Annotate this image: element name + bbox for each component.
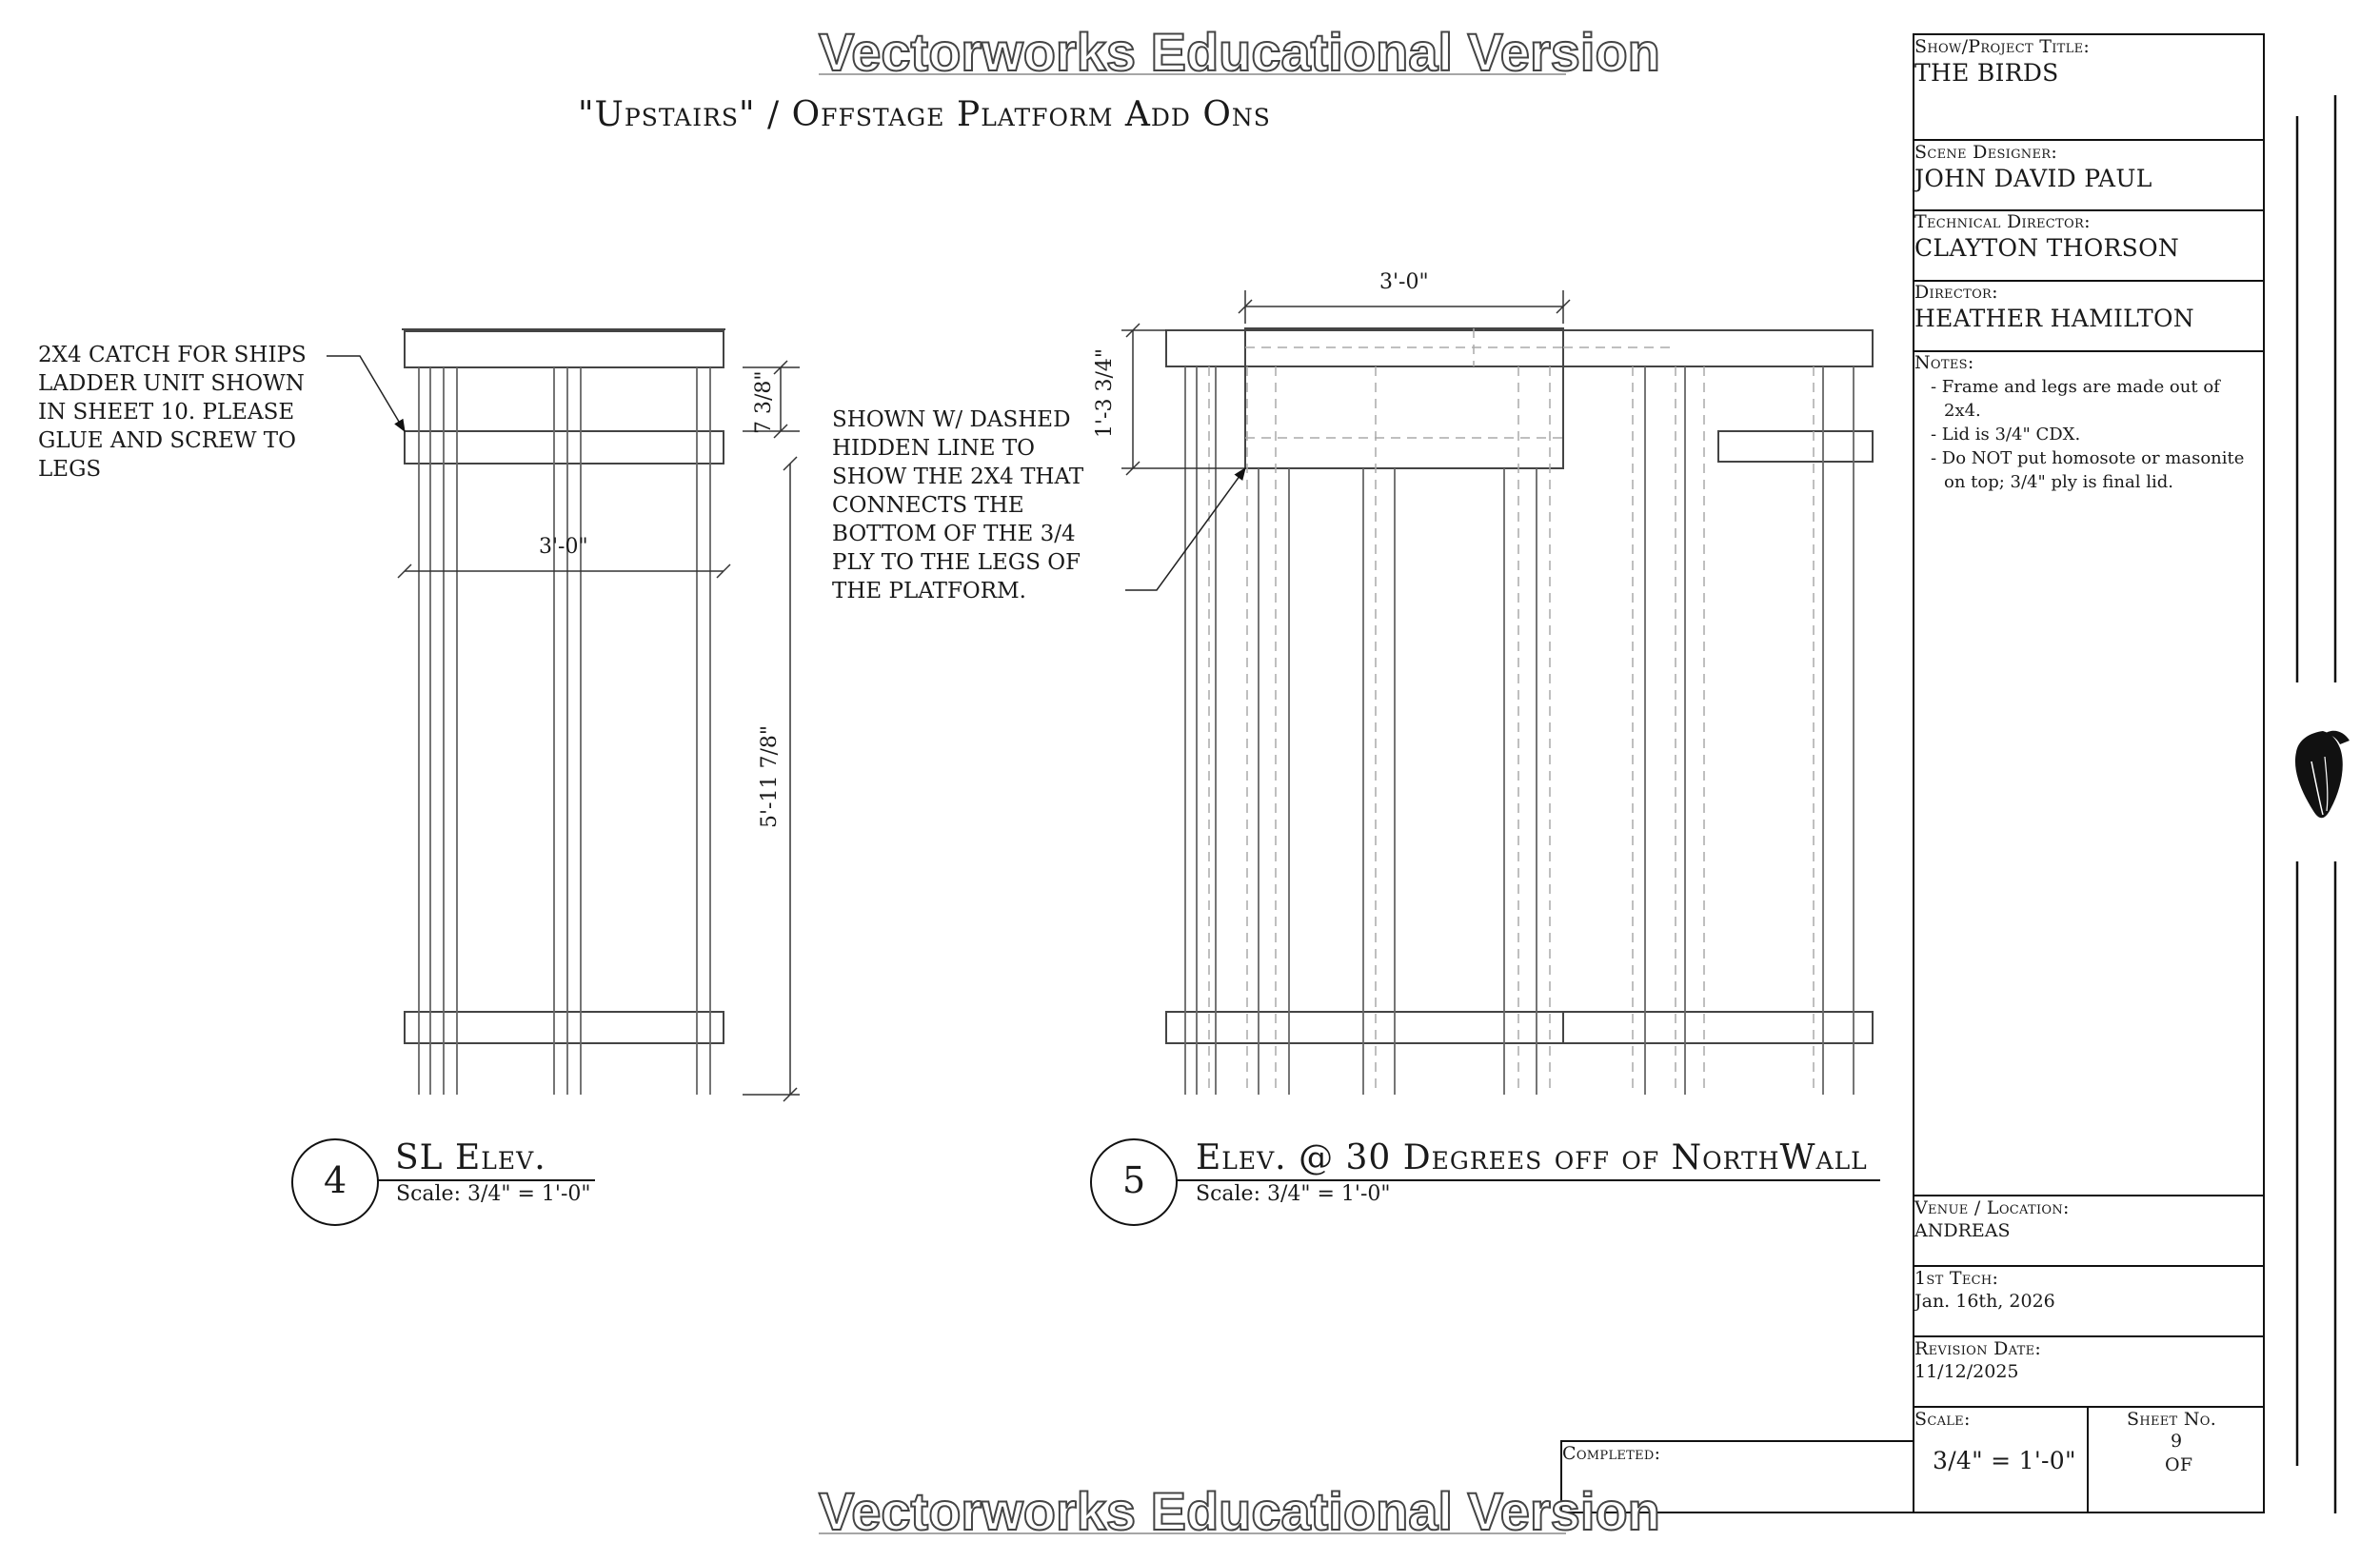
watermark-bottom: Vectorworks Educational Version xyxy=(819,1481,1660,1541)
deck-catch xyxy=(1718,431,1873,462)
dim-elev-drop: 1'-3 3/4" xyxy=(1093,348,1117,438)
notes-label: Notes: xyxy=(1914,352,1974,373)
note-item: - Frame and legs are made out of 2x4. xyxy=(1931,377,2220,421)
view-title-4: SL Elev. xyxy=(395,1138,546,1177)
director-label: Director: xyxy=(1914,282,1998,303)
note-item: - Lid is 3/4" CDX. xyxy=(1931,425,2081,445)
scale-value: 3/4" = 1'-0" xyxy=(1933,1447,2076,1474)
catch-note: 2X4 CATCH FOR SHIPS LADDER UNIT SHOWN IN SHEET 10. PLEASE GLUE AND SCREW TO LEGS xyxy=(38,343,307,482)
dim-elev-width: 3'-0" xyxy=(1379,270,1429,294)
notes-list xyxy=(1931,375,2259,494)
angled-elevation-drawing xyxy=(1166,328,1873,1095)
sl-elevation-drawing xyxy=(402,329,725,1095)
catch-leader xyxy=(327,356,405,431)
sheet-of: OF xyxy=(2165,1454,2193,1475)
sl-legs xyxy=(419,367,710,1095)
revision-label: Revision Date: xyxy=(1914,1338,2042,1359)
view-scale-5: Scale: 3/4" = 1'-0" xyxy=(1196,1182,1391,1206)
view-title-5: Elev. @ 30 Degrees off of NorthWall xyxy=(1196,1138,1868,1177)
dim-sl-catch: 7 3/8" xyxy=(752,370,776,434)
view-scale-4: Scale: 3/4" = 1'-0" xyxy=(396,1182,591,1206)
watermark-rules xyxy=(819,74,1566,1533)
sl-lid xyxy=(405,331,724,367)
td-value: CLAYTON THORSON xyxy=(1914,234,2180,262)
td-label: Technical Director: xyxy=(1914,211,2091,232)
angled-dimensions xyxy=(1121,290,1570,475)
sheet-title: "Upstairs" / Offstage Platform Add Ons xyxy=(578,95,1271,134)
designer-value: JOHN DAVID PAUL xyxy=(1914,165,2152,192)
hidden-lines xyxy=(1209,328,1814,1095)
deck-top xyxy=(1166,330,1873,366)
dim-sl-height: 5'-11 7/8" xyxy=(758,725,782,828)
venue-value: ANDREAS xyxy=(1914,1220,2011,1241)
tech-label: 1st Tech: xyxy=(1914,1268,1999,1289)
venue-label: Venue / Location: xyxy=(1914,1197,2070,1218)
deck-bottom-rail xyxy=(1166,1012,1873,1043)
view-number-4: 4 xyxy=(324,1159,347,1201)
dim-sl-width: 3'-0" xyxy=(539,535,588,559)
deck-legs xyxy=(1185,366,1854,1095)
bird-logo-icon xyxy=(2295,731,2350,819)
dashed-line-note: SHOWN W/ DASHED HIDDEN LINE TO SHOW THE 2X4 THAT CONNECTS THE BOTTOM OF THE 3/4 PLY TO THE LEGS OF THE PLATFORM. xyxy=(832,407,1084,603)
note-item: - Do NOT put homosote or masonite on top; 3/4" ply is final lid. xyxy=(1931,448,2245,492)
sl-catch-band xyxy=(405,431,724,464)
sl-dimensions xyxy=(398,361,800,1101)
director-value: HEATHER HAMILTON xyxy=(1914,305,2194,332)
designer-label: Scene Designer: xyxy=(1914,142,2058,163)
revision-value: 11/12/2025 xyxy=(1914,1361,2019,1382)
completed-label: Completed: xyxy=(1562,1443,1661,1464)
hidden-ply-box xyxy=(1245,328,1563,468)
sheet-label: Sheet No. xyxy=(2127,1409,2217,1430)
view-number-5: 5 xyxy=(1122,1159,1146,1201)
sheet-value: 9 xyxy=(2171,1431,2183,1452)
watermark-top: Vectorworks Educational Version xyxy=(819,22,1660,82)
show-value: THE BIRDS xyxy=(1914,59,2059,87)
scale-label: Scale: xyxy=(1914,1409,1971,1430)
show-label: Show/Project Title: xyxy=(1914,36,2091,57)
tech-value: Jan. 16th, 2026 xyxy=(1914,1291,2055,1312)
sl-bottom-rail xyxy=(405,1012,724,1043)
